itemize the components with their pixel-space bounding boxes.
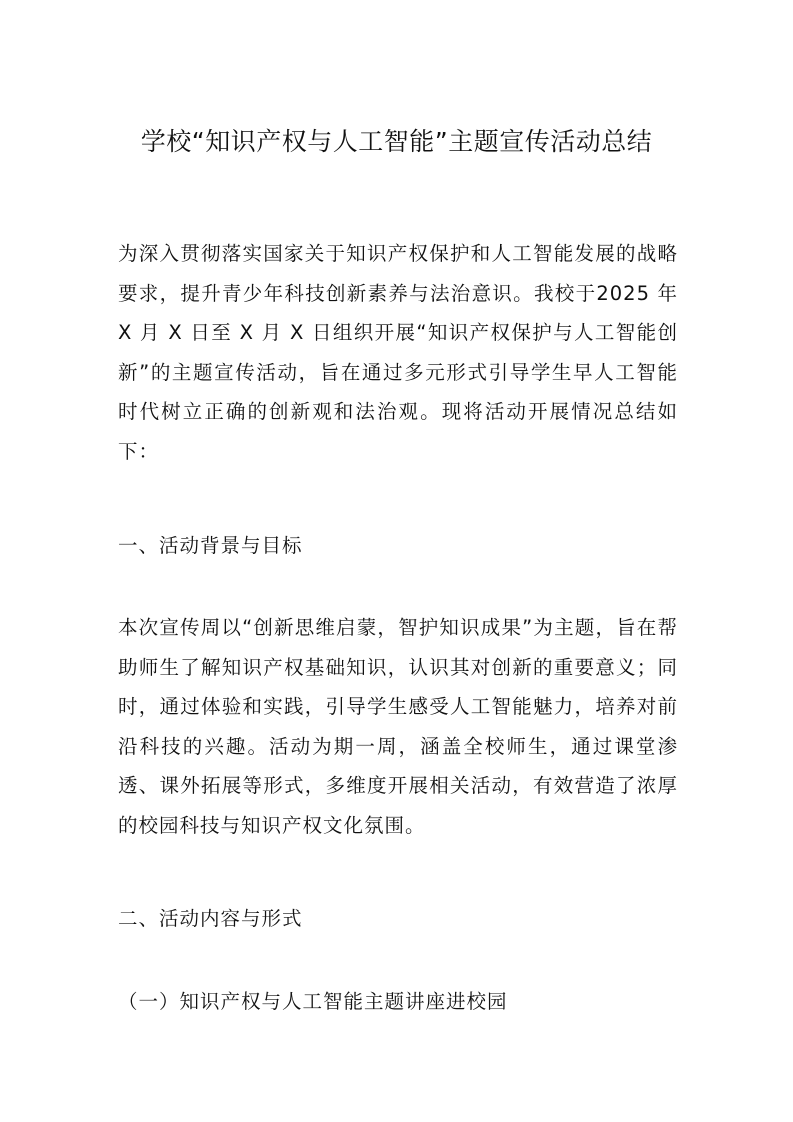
subsection-heading-lecture: （一）知识产权与人工智能主题讲座进校园 [118,990,508,1013]
section-heading-content: 二、活动内容与形式 [118,907,303,930]
background-paragraph: 本次宣传周以“创新思维启蒙，智护知识成果”为主题，旨在帮助师生了解知识产权基础知识，认识其对创新的重要意义；同时，通过体验和实践，引导学生感受人工智能魅力，培养对前沿科技的兴趣。活动为期一周，涵盖全校师生，通过课堂渗透、课外拓展等形式，多维度开展相关活动，有效营造了浓厚的校园科技与知识产权文化氛围。 [118,616,678,837]
section-heading-background: 一、活动背景与目标 [118,534,303,557]
document-title: 学校“知识产权与人工智能”主题宣传活动总结 [140,127,653,156]
intro-paragraph: 为深入贯彻落实国家关于知识产权保护和人工智能发展的战略要求，提升青少年科技创新素养与法治意识。我校于2025 年 X 月 X 日至 X 月 X 日组织开展“知识产权保护与人工智能创新”的主题宣传活动，旨在通过多元形式引导学生早人工智能时代树立正确的创新观和法治观。现将活动开展情况总结如下： [118,242,678,463]
